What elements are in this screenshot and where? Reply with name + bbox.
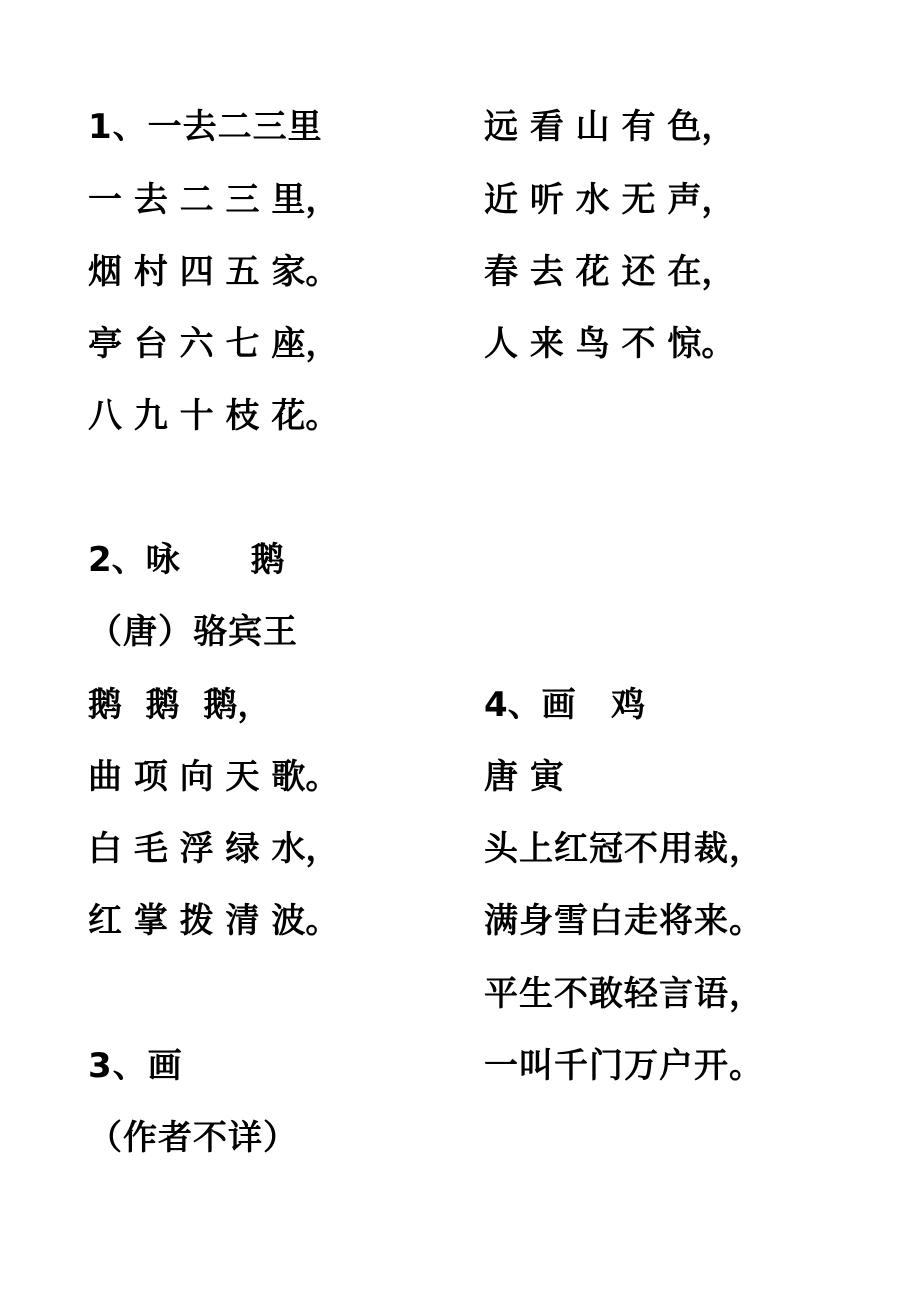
poem2-line-1: 鹅 鹅 鹅， xyxy=(88,685,272,725)
poem2-line-2: 曲 项 向 天 歌。 xyxy=(88,757,340,797)
poem1-line-1: 一 去 二 三 里， xyxy=(88,180,340,220)
poem3-line-3: 春 去 花 还 在， xyxy=(484,252,736,292)
poem2-line-4: 红 掌 拨 清 波。 xyxy=(88,901,340,941)
poem4-line-2: 满身雪白走将来。 xyxy=(484,901,764,941)
poem4-title: 4、画 鸡 xyxy=(484,685,646,725)
poem2-line-3: 白 毛 浮 绿 水， xyxy=(88,829,340,869)
poem4-line-3: 平生不敢轻言语， xyxy=(484,974,764,1014)
poem4-author: 唐 寅 xyxy=(484,757,564,797)
poem1-line-3: 亭 台 六 七 座， xyxy=(88,324,340,364)
poem1-line-2: 烟 村 四 五 家。 xyxy=(88,252,340,292)
poem2-title: 2、咏 鹅 xyxy=(88,540,285,580)
poem1-title: 1、一去二三里 xyxy=(88,107,323,147)
poem2-author: （唐）骆宾王 xyxy=(88,612,298,652)
poem4-line-1: 头上红冠不用裁， xyxy=(484,829,764,869)
poem3-author: （作者不详） xyxy=(88,1118,298,1158)
poem1-line-4: 八 九 十 枝 花。 xyxy=(88,396,340,436)
poem3-line-1: 远 看 山 有 色， xyxy=(484,107,736,147)
poem3-title: 3、画 xyxy=(88,1046,183,1086)
poem4-line-4: 一叫千门万户开。 xyxy=(484,1046,764,1086)
poem3-line-2: 近 听 水 无 声， xyxy=(484,180,736,220)
poem3-line-4: 人 来 鸟 不 惊。 xyxy=(484,324,736,364)
